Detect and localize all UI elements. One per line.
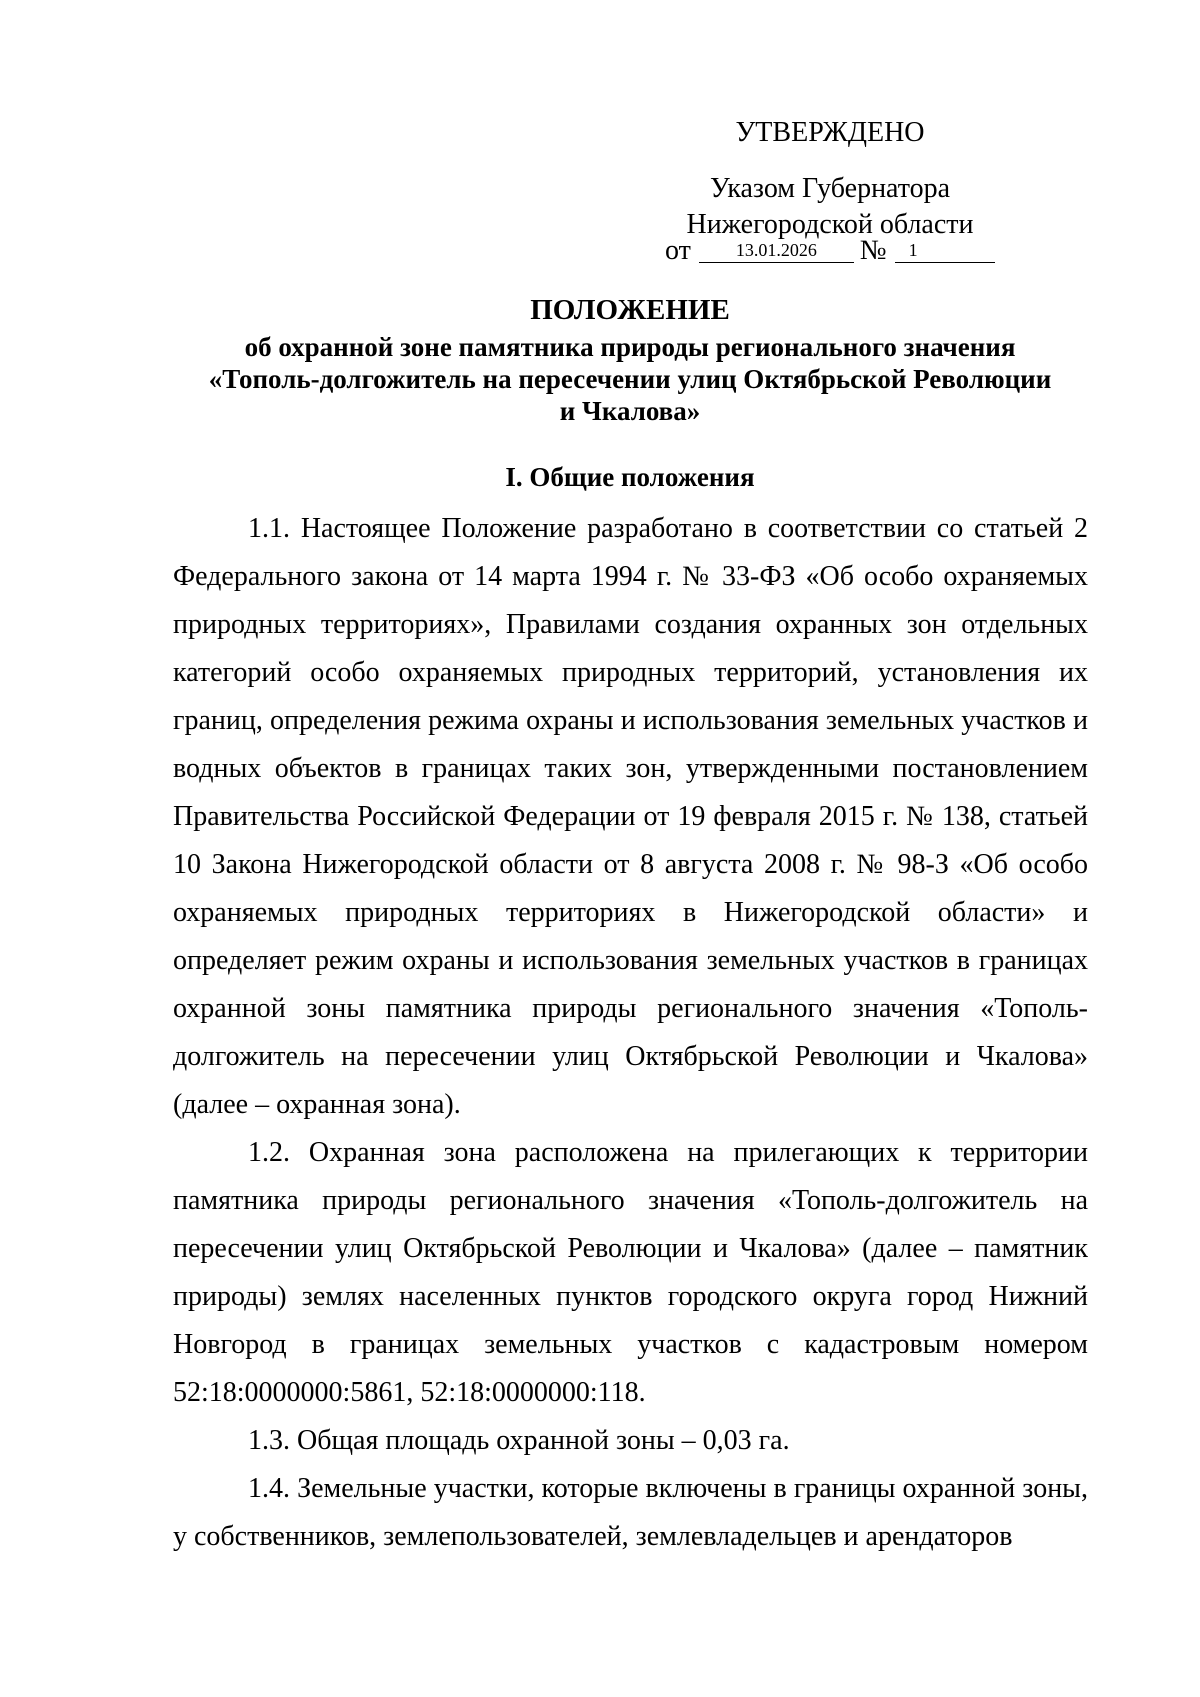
document-body [173,505,1088,1561]
number-value: 1 [908,240,918,260]
approval-block [660,115,1000,243]
date-value: 13.01.2026 [735,240,817,260]
section-heading: I. Общие положения [505,462,755,492]
approval-date-row [665,233,1005,269]
document-subtitle-line1: об охранной зоне памятника природы регионального значения [244,332,1016,362]
number-label: № [859,235,887,266]
approval-title: УТВЕРЖДЕНО [735,117,925,148]
document-title-block [150,293,1110,427]
number-field [895,234,995,263]
date-from-label: от [665,235,691,266]
document-subtitle-line2: «Тополь-долгожитель на пересечении улиц Октябрьской Революции [208,364,1052,394]
paragraph-1-1: 1.1. Настоящее Положение разработано в соответствии со статьей 2 Федерального закона от 14 марта 1994 г. № 33-ФЗ «Об особо охраняемых природных территориях», Правилами создания охранных зон отдельных категорий особо охраняемых природных территорий, установления их границ, определения режима охраны и использования земельных участков и водных объектов в границах таких зон, утвержденными постановлением Правительства Российской Федерации от 19 февраля 2015 г. № 138, статьей 10 Закона Нижегородской области от 8 августа 2008 г. № 98-З «Об особо охраняемых природных территориях в Нижегородской области» и определяет режим охраны и использования земельных участков в границах охранной зоны памятника природы регионального значения «Тополь-долгожитель на пересечении улиц Октябрьской Революции и Чкалова» (далее – охранная зона). [173,513,1088,1120]
paragraph-1-4: 1.4. Земельные участки, которые включены в границы охранной зоны, у собственников, землепользователей, землевладельцев и арендаторов [173,1473,1088,1552]
document-subtitle-line3: и Чкалова» [559,396,701,426]
document-title: ПОЛОЖЕНИЕ [530,294,730,326]
approval-region: Нижегородской области [686,209,974,240]
date-field [699,234,854,263]
paragraph-1-2: 1.2. Охранная зона расположена на прилегающих к территории памятника природы регионального значения «Тополь-долгожитель на пересечении улиц Октябрьской Революции и Чкалова» (далее – памятник природы) землях населенных пунктов городского округа город Нижний Новгород в границах земельных участков с кадастровым номером 52:18:0000000:5861, 52:18:0000000:118. [173,1137,1088,1408]
approval-authority: Указом Губернатора [709,173,951,204]
paragraph-1-3: 1.3. Общая площадь охранной зоны – 0,03 га. [248,1425,790,1456]
